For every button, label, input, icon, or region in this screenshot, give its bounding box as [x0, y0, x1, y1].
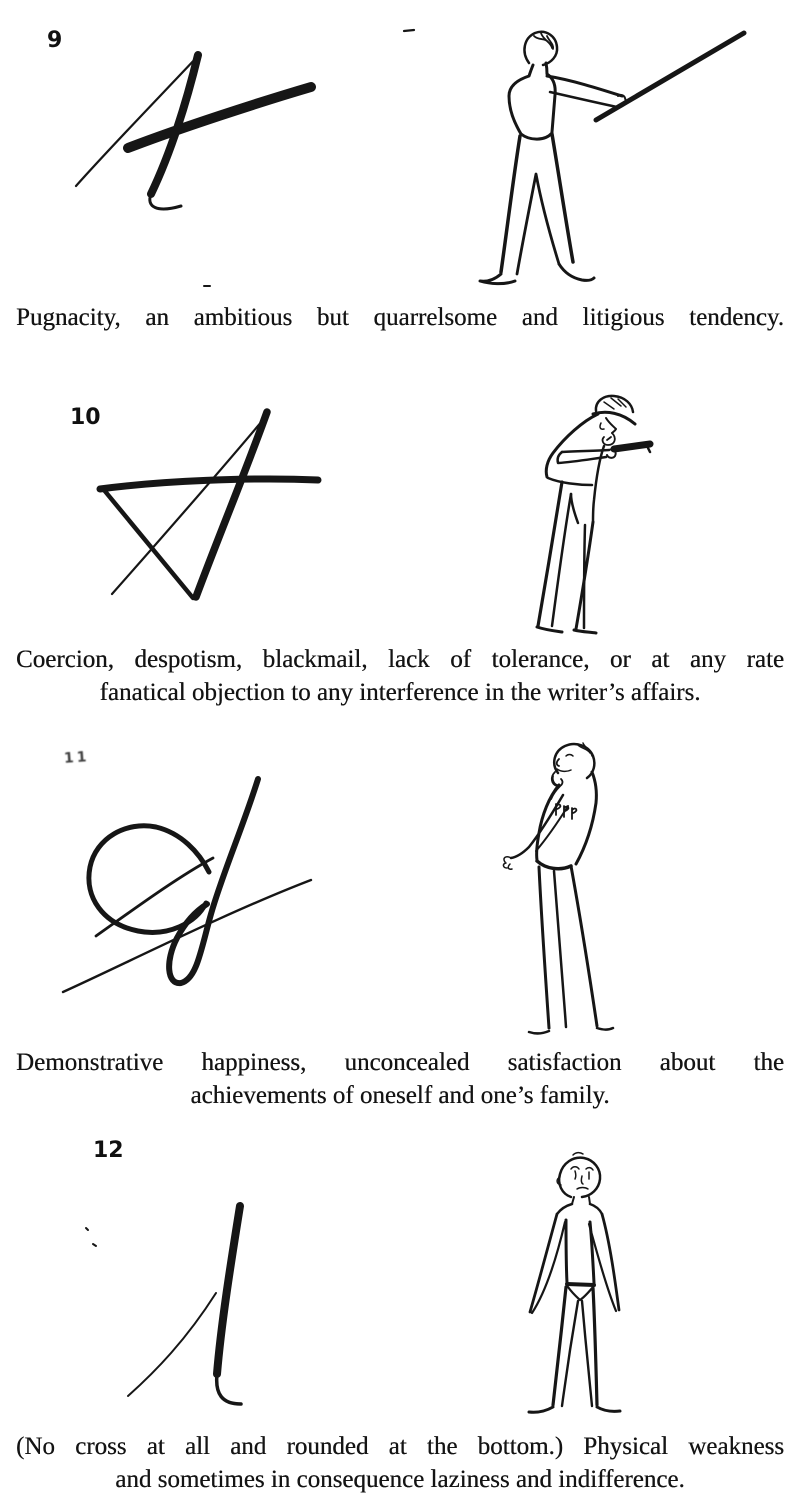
caption-9-line-1: Pugnacity, an ambitious but quarrelsome and litigious tendency. [16, 304, 784, 331]
caption-10-line-1: Coercion, despotism, blackmail, lack of tolerance, or at any rate [16, 646, 784, 673]
handwriting-sample-10 [90, 400, 330, 615]
caption-10 [16, 643, 784, 709]
sample-number-10: 10 [70, 405, 101, 430]
handwriting-sample-11 [50, 765, 320, 1000]
sample-number-9: 9 [47, 28, 63, 53]
sample-number-12: 12 [93, 1138, 124, 1163]
figure-drawing-9 [470, 20, 760, 295]
sample-number-11: 11 [63, 749, 91, 767]
caption-11-line-2: achievements of oneself and one’s family. [190, 1082, 610, 1109]
caption-10-line-2: fanatical objection to any interference in the writer’s affairs. [99, 679, 701, 706]
caption-12-line-2: and sometimes in consequence laziness and indifference. [115, 1466, 685, 1493]
caption-9 [16, 301, 784, 334]
caption-11-line-1: Demonstrative happiness, unconcealed satisfaction about the [16, 1049, 784, 1076]
caption-12 [16, 1430, 784, 1496]
caption-11 [16, 1046, 784, 1112]
handwriting-sample-12 [75, 1195, 255, 1415]
figure-drawing-12 [520, 1148, 630, 1420]
caption-12-line-1: (No cross at all and rounded at the bottom.) Physical weakness [16, 1433, 784, 1460]
figure-drawing-10 [530, 390, 660, 640]
handwriting-sample-9 [50, 25, 340, 235]
figure-drawing-11 [500, 738, 620, 1038]
